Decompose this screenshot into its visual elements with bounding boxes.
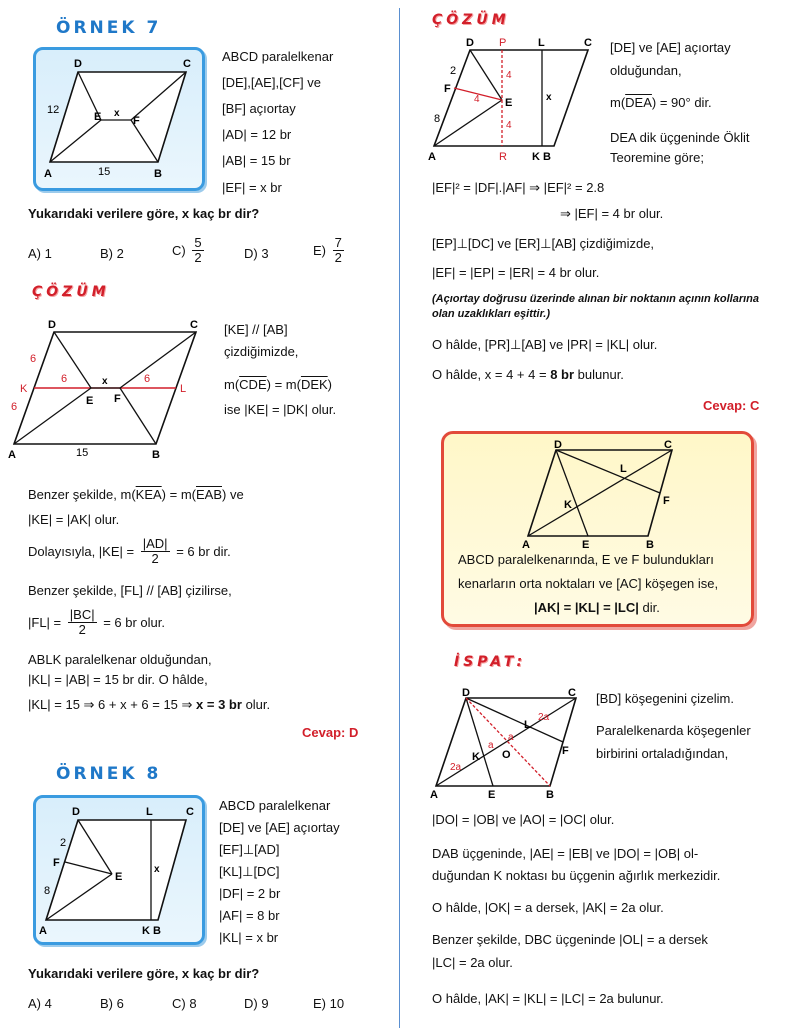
fig2-label-x: x bbox=[546, 92, 552, 103]
cozum2-side-3: $m(\overline{DEA}) = 90^\circ$ dir. bbox=[610, 95, 712, 110]
prop-label-l: L bbox=[620, 463, 627, 475]
cozum1-line-3: Dolayısıyla, |KE| = $\frac{|AD|}{2}$ = 6 br dir. bbox=[28, 536, 231, 566]
ornek8-option-e: E) 10 bbox=[313, 996, 345, 1011]
cozum1-line-5: |FL| = $\frac{|BC|}{2}$ = 6 br olur. bbox=[28, 607, 166, 637]
cozum2-side-1: [DE] ve [AE] açıortay bbox=[610, 40, 731, 55]
ornek8-option-c: C) 8 bbox=[172, 996, 197, 1011]
ornek8-option-a: A) 4 bbox=[28, 996, 52, 1011]
fig1-label-k: K bbox=[20, 383, 28, 395]
ispat-label-d: D bbox=[462, 688, 470, 699]
fig1-label-6a: 6 bbox=[61, 373, 68, 385]
fig8-label-a: A bbox=[39, 925, 47, 937]
fig8-label-8: 8 bbox=[44, 885, 51, 897]
ornek8-option-d: D) 9 bbox=[244, 996, 269, 1011]
ornek8-given-3: [EF]⊥[AD] bbox=[219, 842, 280, 857]
ornek8-figure-box bbox=[33, 795, 205, 945]
fig1-label-x: x bbox=[102, 376, 108, 387]
fig7-label-b: B bbox=[154, 168, 162, 180]
ornek8-given-6: |AF| = 8 br bbox=[219, 908, 280, 923]
fig7-label-a: A bbox=[44, 168, 52, 180]
cozum1-eq1: $m(\overline{CDE}) = m(\overline{DEK})$ bbox=[224, 377, 333, 392]
ornek7-option-a: A) 1 bbox=[28, 246, 52, 261]
ornek7-given-2: [DE],[AE],[CF] ve bbox=[222, 75, 321, 90]
ispat-label-o: O bbox=[502, 749, 511, 761]
cozum1-line-4: Benzer şekilde, [FL] // [AB] çizilirse, bbox=[28, 583, 232, 598]
prop-label-b: B bbox=[646, 539, 654, 551]
cozum1-line-1: Benzer şekilde, $m(\overline{KEA}) = m(\overline{EAB})$ ve bbox=[28, 487, 244, 502]
cozum1-line-7: |KL| = |AB| = 15 br dir. O hâlde, bbox=[28, 672, 208, 687]
ispat-header: İSPAT: bbox=[454, 654, 527, 670]
ispat-line-7: O hâlde, |AK| = |KL| = |LC| = 2a bulunur. bbox=[432, 991, 664, 1006]
property-box bbox=[441, 431, 754, 627]
fig8-label-e: E bbox=[115, 871, 123, 883]
fig2-label-a: A bbox=[428, 151, 436, 163]
fig7-label-d: D bbox=[74, 58, 82, 70]
fig8-label-c: C bbox=[186, 806, 194, 818]
ornek7-given-5: |AB| = 15 br bbox=[222, 153, 291, 168]
fig2-label-l: L bbox=[538, 37, 545, 49]
fig1-label-a: A bbox=[8, 449, 16, 460]
ispat-line-4: O hâlde, |OK| = a dersek, |AK| = 2a olur. bbox=[432, 900, 664, 915]
ispat-line-6: |LC| = 2a olur. bbox=[432, 955, 513, 970]
prop-label-c: C bbox=[664, 440, 672, 451]
property-text-3: |AK| = |KL| = |LC| dir. bbox=[534, 600, 660, 615]
fig1-label-15: 15 bbox=[76, 447, 89, 459]
ornek7-option-c: C) $\frac{5}{2}$ bbox=[172, 235, 202, 265]
ispat-side-2: Paralelkenarda köşegenler bbox=[596, 723, 751, 738]
prop-label-f: F bbox=[663, 495, 670, 507]
fig1-label-6c: 6 bbox=[30, 353, 37, 365]
fig1-label-b: B bbox=[152, 449, 160, 460]
ispat-label-2a2: 2a bbox=[450, 762, 462, 773]
ornek8-given-2: [DE] ve [AE] açıortay bbox=[219, 820, 340, 835]
ispat-side-3: birbirini ortaladığından, bbox=[596, 746, 729, 761]
fig2-label-4a: 4 bbox=[506, 70, 512, 81]
prop-label-e: E bbox=[582, 539, 590, 551]
cozum1-header: ÇÖZÜM bbox=[32, 284, 110, 300]
ornek8-option-b: B) 6 bbox=[100, 996, 124, 1011]
ispat-line-3: duğundan K noktası bu üçgenin ağırlık merkezidir. bbox=[432, 868, 721, 883]
fig7-label-c: C bbox=[183, 58, 191, 70]
ispat-label-k: K bbox=[472, 751, 480, 763]
cozum1-side-1: [KE] // [AB] bbox=[224, 322, 288, 337]
ispat-label-f: F bbox=[562, 745, 569, 757]
ispat-line-1: |DO| = |OB| ve |AO| = |OC| olur. bbox=[432, 812, 615, 827]
prop-label-a: A bbox=[522, 539, 530, 551]
fig2-label-4c: 4 bbox=[474, 94, 480, 105]
cozum2-line-1: |EF|² = |DF|.|AF| ⇒ |EF|² = 2.8 bbox=[432, 180, 605, 195]
cozum2-line-5: O hâlde, [PR]⊥[AB] ve |PR| = |KL| olur. bbox=[432, 337, 658, 352]
fig2-label-r: R bbox=[499, 151, 507, 163]
fig1-label-d: D bbox=[48, 319, 56, 331]
cozum2-line-4: |EF| = |EP| = |ER| = 4 br olur. bbox=[432, 265, 600, 280]
cozum1-figure bbox=[6, 318, 216, 460]
fig2-label-e: E bbox=[505, 97, 513, 109]
ornek8-question: Yukarıdaki verilere göre, x kaç br dir? bbox=[28, 966, 260, 981]
property-text-1: ABCD paralelkenarında, E ve F bulundukları bbox=[458, 552, 714, 567]
fig7-label-f: F bbox=[133, 115, 140, 127]
ornek8-figure bbox=[36, 798, 202, 942]
cozum2-side-2: olduğundan, bbox=[610, 63, 682, 78]
ispat-label-c: C bbox=[568, 688, 576, 699]
fig1-label-6b: 6 bbox=[144, 373, 151, 385]
fig1-label-l: L bbox=[180, 383, 187, 395]
ornek7-header: ÖRNEK 7 bbox=[56, 18, 162, 38]
ispat-line-2: DAB üçgeninde, |AE| = |EB| ve |DO| = |OB| ol- bbox=[432, 846, 699, 861]
ornek7-figure-box bbox=[33, 47, 205, 191]
ispat-label-l: L bbox=[524, 719, 531, 731]
property-text-2: kenarların orta noktaları ve [AC] köşegen ise, bbox=[458, 576, 719, 591]
ornek7-option-b: B) 2 bbox=[100, 246, 124, 261]
cozum1-eq2: ise |KE| = |DK| olur. bbox=[224, 402, 337, 417]
fig7-label-e: E bbox=[94, 111, 102, 123]
fig7-label-12: 12 bbox=[47, 104, 60, 116]
cozum2-note: (Açıortay doğrusu üzerinde alınan bir noktanın açının kollarına olan uzaklıkları eşittir.) bbox=[432, 293, 759, 320]
fig1-label-c: C bbox=[190, 319, 198, 331]
ispat-label-e: E bbox=[488, 789, 496, 801]
ispat-label-a: A bbox=[430, 789, 438, 801]
fig2-label-d: D bbox=[466, 37, 474, 49]
ornek7-option-e: E) $\frac{7}{2}$ bbox=[313, 235, 342, 265]
ispat-figure bbox=[426, 688, 590, 806]
fig8-label-x: x bbox=[154, 864, 160, 875]
fig2-label-kb: K B bbox=[532, 151, 551, 163]
ornek7-figure bbox=[36, 50, 202, 188]
ispat-label-b: B bbox=[546, 789, 554, 801]
column-divider bbox=[399, 8, 400, 1028]
cozum2-line-6: O hâlde, x = 4 + 4 = 8 br bulunur. bbox=[432, 367, 624, 382]
cozum2-side-4: DEA dik üçgeninde Öklit bbox=[610, 130, 750, 145]
fig8-label-l: L bbox=[146, 806, 153, 818]
fig1-label-f: F bbox=[114, 393, 121, 405]
cozum2-line-3: [EP]⊥[DC] ve [ER]⊥[AB] çizdiğimizde, bbox=[432, 236, 655, 251]
fig8-label-d: D bbox=[72, 806, 80, 818]
fig7-label-15: 15 bbox=[98, 166, 111, 178]
fig2-label-4b: 4 bbox=[506, 120, 512, 131]
ornek7-given-6: |EF| = x br bbox=[222, 180, 282, 195]
ornek7-given-4: |AD| = 12 br bbox=[222, 127, 292, 142]
ornek7-given-3: [BF] açıortay bbox=[222, 101, 296, 116]
fig1-label-6d: 6 bbox=[11, 401, 18, 413]
cozum1-line-6: ABLK paralelkenar olduğundan, bbox=[28, 652, 212, 667]
ornek7-option-d: D) 3 bbox=[244, 246, 269, 261]
ornek8-given-4: [KL]⊥[DC] bbox=[219, 864, 280, 879]
fig2-label-c: C bbox=[584, 37, 592, 49]
fig2-label-2: 2 bbox=[450, 65, 457, 77]
ispat-line-5: Benzer şekilde, DBC üçgeninde |OL| = a dersek bbox=[432, 932, 708, 947]
cozum1-line-2: |KE| = |AK| olur. bbox=[28, 512, 120, 527]
ornek7-given-1: ABCD paralelkenar bbox=[222, 49, 334, 64]
fig2-label-p: P bbox=[499, 37, 507, 49]
fig8-label-f: F bbox=[53, 857, 60, 869]
prop-label-k: K bbox=[564, 499, 572, 511]
fig8-label-2: 2 bbox=[60, 837, 67, 849]
cozum2-side-5: Teoremine göre; bbox=[610, 150, 704, 165]
ornek8-given-7: |KL| = x br bbox=[219, 930, 279, 945]
cozum1-side-2: çizdiğimizde, bbox=[224, 344, 299, 359]
cozum2-cevap: Cevap: C bbox=[703, 398, 760, 413]
cozum1-line-8: |KL| = 15 ⇒ 6 + x + 6 = 15 ⇒ x = 3 br olur. bbox=[28, 697, 271, 712]
fig2-label-8: 8 bbox=[434, 113, 441, 125]
property-figure bbox=[514, 440, 694, 552]
ornek7-question: Yukarıdaki verilere göre, x kaç br dir? bbox=[28, 206, 260, 221]
cozum2-line-2: ⇒ |EF| = 4 br olur. bbox=[560, 206, 664, 221]
cozum2-header: ÇÖZÜM bbox=[432, 12, 510, 28]
ornek8-header: ÖRNEK 8 bbox=[56, 764, 162, 784]
prop-label-d: D bbox=[554, 440, 562, 451]
fig7-label-x: x bbox=[114, 108, 120, 119]
ispat-side-1: [BD] köşegenini çizelim. bbox=[596, 691, 734, 706]
ispat-label-2a1: 2a bbox=[538, 712, 550, 723]
ornek8-given-1: ABCD paralelkenar bbox=[219, 798, 331, 813]
fig1-label-e: E bbox=[86, 395, 94, 407]
ornek8-given-5: |DF| = 2 br bbox=[219, 886, 281, 901]
cozum2-figure bbox=[426, 36, 604, 166]
cozum1-cevap: Cevap: D bbox=[302, 725, 359, 740]
ispat-label-a2: a bbox=[508, 732, 514, 743]
fig8-label-kb: K B bbox=[142, 925, 161, 937]
fig2-label-f: F bbox=[444, 83, 451, 95]
ispat-label-a1: a bbox=[488, 740, 494, 751]
